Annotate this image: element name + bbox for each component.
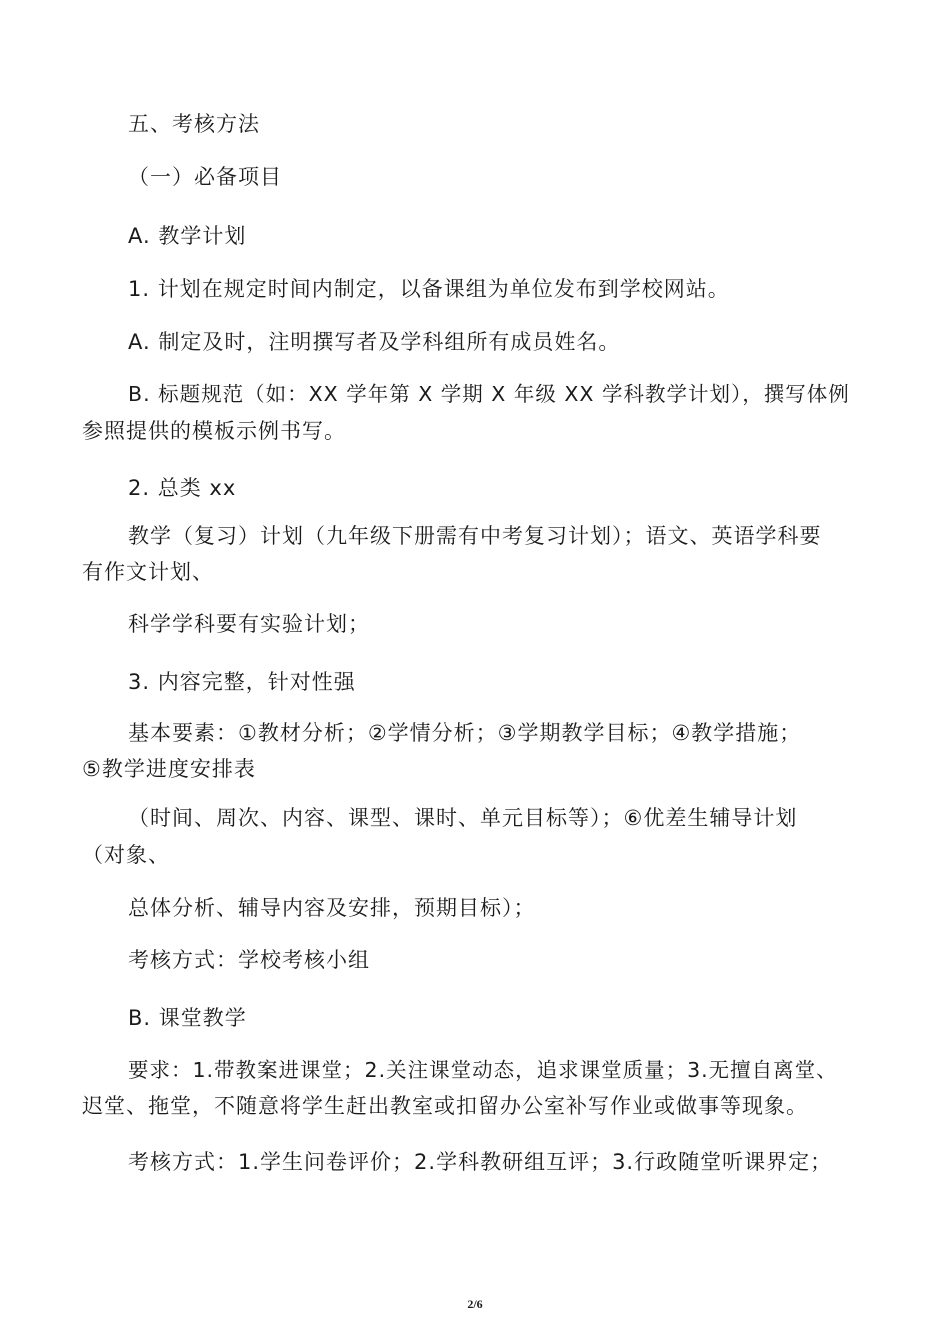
paragraph: A. 制定及时，注明撰写者及学科组所有成员姓名。 [128,330,621,354]
paragraph: 总体分析、辅导内容及安排，预期目标）； [128,896,536,920]
paragraph: 3. 内容完整，针对性强 [128,670,356,694]
paragraph: 1. 计划在规定时间内制定，以备课组为单位发布到学校网站。 [128,277,730,301]
paragraph: 考核方式：学校考核小组 [128,948,370,972]
paragraph: （时间、周次、内容、课型、课时、单元目标等）；⑥优差生辅导计划 [128,806,798,830]
paragraph: 要求：1.带教案进课堂；2.关注课堂动态，追求课堂质量；3.无擅自离堂、 [128,1058,838,1082]
paragraph: 基本要素：①教材分析；②学情分析；③学期教学目标；④教学措施； [128,721,802,745]
paragraph-continuation: 迟堂、拖堂，不随意将学生赶出教室或扣留办公室补写作业或做事等现象。 [82,1094,808,1118]
subsection-heading: （一）必备项目 [128,165,282,189]
paragraph: 科学学科要有实验计划； [128,612,370,636]
item-heading-teaching-plan: A. 教学计划 [128,224,247,248]
section-heading: 五、考核方法 [128,112,260,136]
paragraph: 考核方式：1.学生问卷评价；2.学科教研组互评；3.行政随堂听课界定； [128,1150,833,1174]
page-number: 2/6 [467,1297,483,1311]
paragraph: B. 标题规范（如：XX 学年第 X 学期 X 年级 XX 学科教学计划），撰写体例 [128,382,850,406]
paragraph-continuation: （对象、 [82,843,170,867]
paragraph-continuation: 有作文计划、 [82,560,214,584]
paragraph-continuation: ⑤教学进度安排表 [82,757,256,781]
paragraph: 教学（复习）计划（九年级下册需有中考复习计划）；语文、英语学科要 [128,524,822,548]
paragraph: 2. 总类 xx [128,476,237,500]
item-heading-classroom: B. 课堂教学 [128,1006,247,1030]
paragraph-continuation: 参照提供的模板示例书写。 [82,419,346,443]
